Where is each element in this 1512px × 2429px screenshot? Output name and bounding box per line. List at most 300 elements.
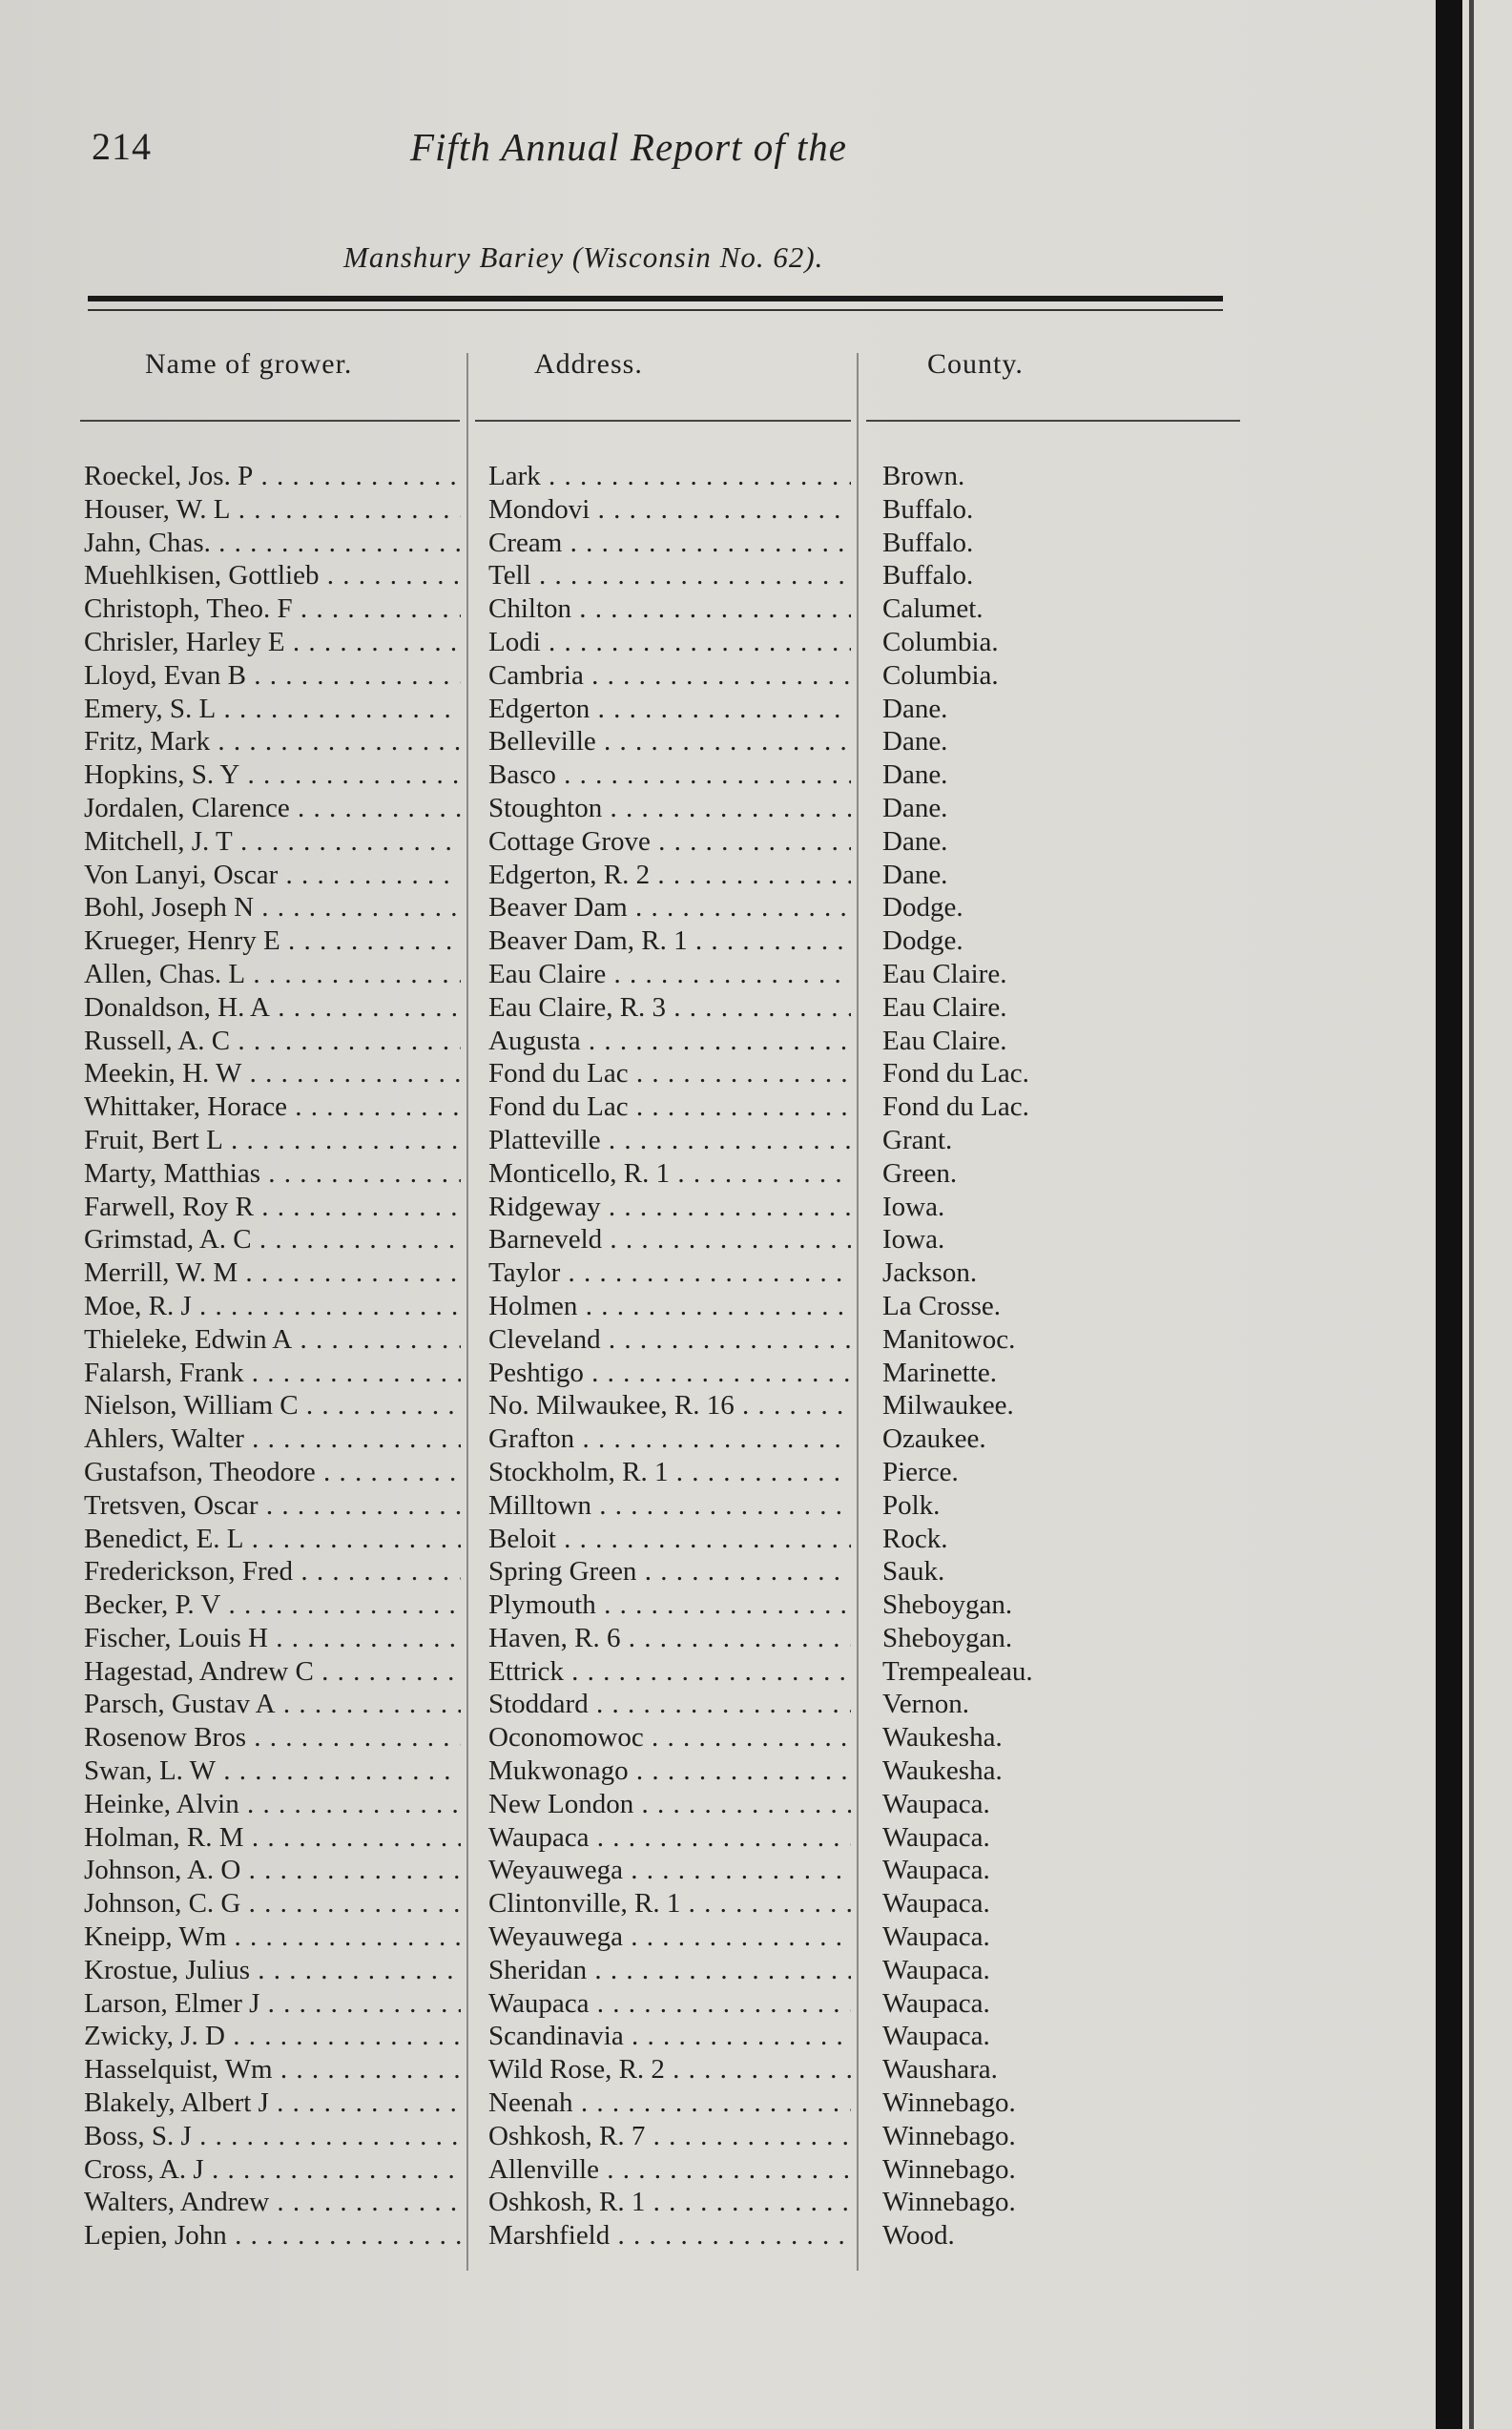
- leader-dots: [241, 1058, 461, 1089]
- address-cell-text: Wild Rose, R. 2: [488, 2054, 665, 2086]
- address-cell-text: Weyauwega: [488, 1921, 623, 1953]
- address-cell-text: Weyauwega: [488, 1855, 623, 1886]
- grower-name-cell: [84, 1721, 461, 1754]
- address-cell: [488, 1025, 851, 1058]
- table-row: [0, 1290, 1336, 1323]
- address-cell: [488, 924, 851, 958]
- table-row: [0, 1688, 1336, 1721]
- grower-name-cell-text: Donaldson, H. A: [84, 991, 270, 1023]
- grower-name-cell: [84, 725, 461, 758]
- table-row: [0, 859, 1336, 892]
- grower-name-cell: [84, 1688, 461, 1721]
- leader-dots: [192, 2121, 461, 2151]
- header-rule-county: [866, 420, 1240, 422]
- table-row: [0, 1025, 1336, 1058]
- county-cell-text: Dane.: [882, 693, 948, 724]
- address-cell-text: Beaver Dam, R. 1: [488, 925, 688, 957]
- grower-name-cell: [84, 2186, 461, 2219]
- table-row: [0, 1191, 1336, 1224]
- grower-name-cell: [84, 924, 461, 958]
- county-cell-text: Winnebago.: [882, 2087, 1016, 2119]
- grower-name-cell: [84, 1788, 461, 1821]
- county-cell-text: Green.: [882, 1157, 958, 1189]
- table-row: [0, 891, 1336, 924]
- grower-name-cell: [84, 592, 461, 626]
- address-cell-text: Haven, R. 6: [488, 1622, 621, 1653]
- grower-name-cell: [84, 2120, 461, 2153]
- grower-name-cell-text: Rosenow Bros: [84, 1722, 246, 1754]
- county-cell: [882, 1622, 1245, 1655]
- grower-name-cell: [84, 825, 461, 859]
- table-row: [0, 2120, 1336, 2153]
- county-cell: [882, 559, 1245, 592]
- county-cell: [882, 493, 1245, 527]
- address-cell: [488, 1954, 851, 1987]
- address-cell-text: Eau Claire, R. 3: [488, 991, 667, 1023]
- table-row: [0, 527, 1336, 560]
- address-cell-text: Basco: [488, 759, 556, 791]
- table-row: [0, 1389, 1336, 1422]
- column-header-name: Name of grower.: [145, 348, 353, 380]
- grower-name-cell: [84, 891, 461, 924]
- leader-dots: [285, 627, 461, 657]
- county-cell-text: Milwaukee.: [882, 1390, 1014, 1422]
- leader-dots: [293, 593, 461, 624]
- grower-name-cell: [84, 2086, 461, 2120]
- leader-dots: [316, 1457, 461, 1487]
- leader-dots: [216, 1755, 461, 1786]
- leader-dots: [240, 1855, 461, 1885]
- county-cell: [882, 792, 1245, 825]
- county-cell-text: Iowa.: [882, 1191, 945, 1222]
- leader-dots: [252, 1224, 461, 1255]
- leader-dots: [314, 1656, 461, 1687]
- county-cell-text: Winnebago.: [882, 2187, 1016, 2218]
- address-cell-text: Neenah: [488, 2087, 573, 2119]
- grower-name-cell: [84, 958, 461, 991]
- county-cell: [882, 2153, 1245, 2187]
- grower-name-cell: [84, 2053, 461, 2086]
- address-cell-text: Oshkosh, R. 1: [488, 2187, 646, 2218]
- address-cell-text: Ridgeway: [488, 1191, 601, 1222]
- grower-name-cell-text: Cross, A. J: [84, 2153, 204, 2185]
- address-cell: [488, 1124, 851, 1157]
- address-cell-text: Ettrick: [488, 1655, 564, 1687]
- leader-dots: [223, 1125, 461, 1155]
- leader-dots: [227, 2220, 461, 2251]
- address-cell: [488, 1389, 851, 1422]
- leader-dots: [735, 1390, 851, 1421]
- county-cell-text: La Crosse.: [882, 1290, 1002, 1321]
- grower-name-cell-text: Johnson, C. G: [84, 1888, 241, 1920]
- county-cell-text: Winnebago.: [882, 2153, 1016, 2185]
- county-cell-text: Iowa.: [882, 1224, 945, 1256]
- grower-name-cell-text: Tretsven, Oscar: [84, 1489, 259, 1521]
- address-cell-text: Fond du Lac: [488, 1058, 629, 1090]
- county-cell-text: Waupaca.: [882, 2021, 990, 2052]
- address-cell: [488, 527, 851, 560]
- leader-dots: [628, 892, 851, 923]
- address-cell-text: Mondovi: [488, 493, 590, 525]
- grower-name-cell-text: Ahlers, Walter: [84, 1423, 244, 1455]
- address-cell: [488, 2086, 851, 2120]
- leader-dots: [270, 992, 461, 1023]
- grower-name-cell-text: Jordalen, Clarence: [84, 792, 290, 823]
- grower-name-cell: [84, 1223, 461, 1256]
- grower-name-cell: [84, 758, 461, 792]
- address-cell-text: Grafton: [488, 1423, 575, 1455]
- grower-name-cell-text: Whittaker, Horace: [84, 1091, 287, 1123]
- address-cell-text: Edgerton, R. 2: [488, 859, 651, 890]
- grower-name-cell: [84, 1090, 461, 1124]
- address-cell-text: Scandinavia: [488, 2021, 624, 2052]
- leader-dots: [610, 2220, 851, 2251]
- address-cell: [488, 2219, 851, 2253]
- address-cell-text: Beloit: [488, 1523, 556, 1554]
- grower-name-cell-text: Holman, R. M: [84, 1821, 244, 1853]
- county-cell: [882, 2086, 1245, 2120]
- leader-dots: [581, 1026, 851, 1056]
- grower-name-cell-text: Frederickson, Fred: [84, 1556, 294, 1588]
- address-cell: [488, 559, 851, 592]
- address-cell-text: Belleville: [488, 726, 596, 758]
- grower-name-cell: [84, 460, 461, 493]
- grower-name-cell-text: Swan, L. W: [84, 1755, 217, 1787]
- leader-dots: [596, 1589, 851, 1620]
- leader-dots: [590, 1822, 851, 1853]
- grower-name-cell: [84, 693, 461, 726]
- county-cell: [882, 1688, 1245, 1721]
- address-cell: [488, 2053, 851, 2086]
- table-row: [0, 659, 1336, 693]
- county-cell: [882, 1223, 1245, 1256]
- table-row: [0, 626, 1336, 659]
- grower-name-cell: [84, 1456, 461, 1489]
- county-cell: [882, 1357, 1245, 1390]
- address-cell-text: Plymouth: [488, 1589, 596, 1621]
- grower-name-cell-text: Muehlkisen, Gottlieb: [84, 560, 320, 592]
- county-cell: [882, 1256, 1245, 1290]
- county-cell: [882, 1157, 1245, 1191]
- address-cell-text: Oshkosh, R. 7: [488, 2120, 646, 2151]
- table-title: Manshury Bariey (Wisconsin No. 62).: [343, 240, 824, 274]
- grower-name-cell-text: Bohl, Joseph N: [84, 892, 255, 924]
- leader-dots: [210, 726, 461, 757]
- address-cell-text: Allenville: [488, 2153, 599, 2185]
- address-cell: [488, 659, 851, 693]
- grower-name-cell: [84, 1821, 461, 1855]
- leader-dots: [589, 1689, 851, 1719]
- county-cell: [882, 592, 1245, 626]
- address-cell-text: Marshfield: [488, 2220, 611, 2252]
- table-row: [0, 1357, 1336, 1390]
- county-cell-text: Buffalo.: [882, 493, 974, 525]
- leader-dots: [246, 660, 461, 691]
- table-row: [0, 1754, 1336, 1788]
- table-row: [0, 1223, 1336, 1256]
- county-cell-text: Manitowoc.: [882, 1323, 1016, 1355]
- county-cell-text: Jackson.: [882, 1257, 978, 1289]
- county-cell: [882, 1555, 1245, 1588]
- leader-dots: [602, 793, 851, 823]
- county-cell: [882, 1854, 1245, 1887]
- address-cell: [488, 592, 851, 626]
- table-row: [0, 1920, 1336, 1954]
- grower-name-cell-text: Allen, Chas. L: [84, 958, 246, 989]
- address-cell: [488, 758, 851, 792]
- table-row: [0, 1954, 1336, 1987]
- grower-name-cell: [84, 1987, 461, 2021]
- leader-dots: [250, 1955, 461, 1985]
- grower-name-cell: [84, 2153, 461, 2187]
- grower-name-cell-text: Kneipp, Wm: [84, 1921, 227, 1953]
- leader-dots: [239, 1789, 461, 1819]
- county-cell: [882, 725, 1245, 758]
- column-header-county: County.: [927, 348, 1024, 380]
- address-cell: [488, 1090, 851, 1124]
- table-row: [0, 592, 1336, 626]
- address-cell: [488, 1555, 851, 1588]
- leader-dots: [601, 1324, 851, 1355]
- grower-name-cell-text: Thieleke, Edwin A: [84, 1323, 293, 1355]
- address-cell: [488, 1191, 851, 1224]
- leader-dots: [573, 2087, 851, 2118]
- address-cell: [488, 1887, 851, 1920]
- grower-name-cell: [84, 1920, 461, 1954]
- grower-name-cell-text: Becker, P. V: [84, 1589, 221, 1621]
- county-cell-text: Calumet.: [882, 593, 984, 625]
- county-cell: [882, 693, 1245, 726]
- county-cell-text: Dane.: [882, 759, 948, 791]
- county-cell-text: Wood.: [882, 2220, 955, 2252]
- county-cell: [882, 1987, 1245, 2021]
- address-cell: [488, 1622, 851, 1655]
- address-cell-text: Cleveland: [488, 1323, 601, 1355]
- grower-name-cell-text: Fritz, Mark: [84, 726, 211, 758]
- address-cell: [488, 891, 851, 924]
- grower-name-cell: [84, 1422, 461, 1456]
- county-cell-text: Dodge.: [882, 892, 963, 924]
- leader-dots: [259, 1988, 461, 2019]
- table-row: [0, 792, 1336, 825]
- table-row: [0, 1721, 1336, 1754]
- county-cell-text: Waupaca.: [882, 1888, 990, 1920]
- county-cell: [882, 2020, 1245, 2053]
- table-row: [0, 1489, 1336, 1523]
- table-row: [0, 559, 1336, 592]
- county-cell: [882, 460, 1245, 493]
- address-cell: [488, 1223, 851, 1256]
- leader-dots: [623, 1921, 851, 1952]
- county-cell-text: Waupaca.: [882, 1821, 990, 1853]
- table-row: [0, 758, 1336, 792]
- county-cell-text: Eau Claire.: [882, 958, 1007, 989]
- address-cell: [488, 1854, 851, 1887]
- leader-dots: [629, 1091, 851, 1122]
- leader-dots: [253, 461, 461, 491]
- county-cell: [882, 958, 1245, 991]
- table-row: [0, 1655, 1336, 1689]
- address-cell: [488, 1821, 851, 1855]
- grower-name-cell: [84, 2020, 461, 2053]
- county-cell-text: Pierce.: [882, 1456, 959, 1487]
- address-cell: [488, 1655, 851, 1689]
- address-cell: [488, 1057, 851, 1090]
- county-cell-text: Waupaca.: [882, 1987, 990, 2019]
- leader-dots: [269, 2187, 461, 2217]
- table-row: [0, 1157, 1336, 1191]
- leader-dots: [541, 627, 851, 657]
- table-row: [0, 1987, 1336, 2021]
- address-cell-text: Spring Green: [488, 1556, 637, 1588]
- address-cell-text: New London: [488, 1788, 634, 1819]
- leader-dots: [531, 560, 851, 591]
- county-cell-text: Dane.: [882, 859, 948, 890]
- grower-name-cell-text: Gustafson, Theodore: [84, 1456, 316, 1487]
- county-cell-text: Rock.: [882, 1523, 948, 1554]
- address-cell: [488, 1920, 851, 1954]
- address-cell: [488, 792, 851, 825]
- county-cell-text: Fond du Lac.: [882, 1058, 1029, 1090]
- county-cell: [882, 1323, 1245, 1357]
- table-row: [0, 2219, 1336, 2253]
- table-row: [0, 1422, 1336, 1456]
- address-cell: [488, 1721, 851, 1754]
- leader-dots: [244, 1822, 461, 1853]
- table-row: [0, 991, 1336, 1025]
- county-cell-text: Vernon.: [882, 1689, 970, 1720]
- leader-dots: [606, 959, 851, 989]
- grower-name-cell: [84, 1622, 461, 1655]
- county-cell: [882, 1920, 1245, 1954]
- address-cell-text: Augusta: [488, 1025, 581, 1056]
- county-cell-text: Buffalo.: [882, 527, 974, 558]
- grower-name-cell-text: Russell, A. C: [84, 1025, 231, 1056]
- address-cell: [488, 693, 851, 726]
- county-cell: [882, 2186, 1245, 2219]
- leader-dots: [590, 694, 851, 724]
- table-row: [0, 2153, 1336, 2187]
- county-cell: [882, 1090, 1245, 1124]
- address-cell-text: Stockholm, R. 1: [488, 1456, 669, 1487]
- leader-dots: [680, 1888, 851, 1919]
- address-cell-text: Sheridan: [488, 1954, 588, 1985]
- grower-name-cell-text: Krostue, Julius: [84, 1954, 250, 1985]
- grower-name-cell: [84, 1157, 461, 1191]
- leader-dots: [650, 860, 851, 890]
- leader-dots: [292, 1324, 461, 1355]
- address-cell: [488, 2153, 851, 2187]
- address-cell-text: Clintonville, R. 1: [488, 1888, 681, 1920]
- address-cell-text: Cottage Grove: [488, 825, 651, 857]
- table-row: [0, 2020, 1336, 2053]
- county-cell-text: Waushara.: [882, 2054, 998, 2086]
- table-row: [0, 1555, 1336, 1588]
- page-edge-shadow: [1436, 0, 1462, 2429]
- county-cell-text: Sheboygan.: [882, 1589, 1013, 1621]
- grower-name-cell: [84, 1389, 461, 1422]
- leader-dots: [239, 759, 461, 790]
- leader-dots: [276, 1689, 461, 1719]
- leader-dots: [629, 1755, 851, 1786]
- county-cell: [882, 1057, 1245, 1090]
- leader-dots: [238, 1257, 461, 1288]
- county-cell-text: Dane.: [882, 825, 948, 857]
- leader-dots: [273, 2054, 461, 2085]
- county-cell-text: Waukesha.: [882, 1755, 1003, 1787]
- leader-dots: [254, 892, 461, 923]
- address-cell: [488, 1688, 851, 1721]
- grower-name-cell: [84, 1555, 461, 1588]
- address-cell: [488, 1323, 851, 1357]
- leader-dots: [244, 1358, 461, 1388]
- address-cell-text: Cream: [488, 527, 563, 558]
- address-cell-text: Edgerton: [488, 693, 590, 724]
- address-cell: [488, 626, 851, 659]
- grower-name-cell-text: Fruit, Bert L: [84, 1124, 223, 1155]
- address-cell: [488, 1489, 851, 1523]
- grower-name-cell: [84, 1290, 461, 1323]
- leader-dots: [299, 1390, 461, 1421]
- leader-dots: [587, 1955, 851, 1985]
- address-cell-text: Platteville: [488, 1124, 601, 1155]
- county-cell: [882, 1754, 1245, 1788]
- county-cell: [882, 1191, 1245, 1224]
- address-cell-text: Taylor: [488, 1257, 561, 1289]
- leader-dots: [651, 826, 851, 857]
- grower-name-cell: [84, 527, 461, 560]
- county-cell: [882, 1422, 1245, 1456]
- header-rule-name: [80, 420, 460, 422]
- leader-dots: [670, 1158, 851, 1189]
- grower-name-cell: [84, 626, 461, 659]
- leader-dots: [629, 1058, 851, 1089]
- grower-name-cell: [84, 559, 461, 592]
- grower-name-cell: [84, 1523, 461, 1556]
- county-cell-text: Dane.: [882, 792, 948, 823]
- grower-name-cell-text: Falarsh, Frank: [84, 1357, 244, 1388]
- title-rule-thin: [88, 309, 1223, 311]
- county-cell: [882, 758, 1245, 792]
- address-cell-text: Lodi: [488, 626, 541, 657]
- address-cell: [488, 1157, 851, 1191]
- leader-dots: [192, 1291, 461, 1321]
- county-cell: [882, 1489, 1245, 1523]
- table-row: [0, 1821, 1336, 1855]
- address-cell: [488, 859, 851, 892]
- table-row: [0, 2053, 1336, 2086]
- address-cell: [488, 1357, 851, 1390]
- address-cell: [488, 1456, 851, 1489]
- county-cell-text: Polk.: [882, 1489, 941, 1521]
- address-cell-text: No. Milwaukee, R. 16: [488, 1390, 735, 1422]
- leader-dots: [564, 1656, 851, 1687]
- county-cell-text: Dodge.: [882, 925, 963, 957]
- grower-name-cell-text: Hagestad, Andrew C: [84, 1655, 314, 1687]
- grower-name-cell-text: Emery, S. L: [84, 693, 217, 724]
- table-row: [0, 460, 1336, 493]
- grower-name-cell-text: Chrisler, Harley E: [84, 626, 285, 657]
- county-cell: [882, 1721, 1245, 1754]
- running-head: Fifth Annual Report of the: [410, 125, 847, 169]
- address-cell-text: Milltown: [488, 1489, 591, 1521]
- leader-dots: [556, 759, 851, 790]
- address-cell: [488, 493, 851, 527]
- leader-dots: [669, 1457, 851, 1487]
- address-cell: [488, 825, 851, 859]
- leader-dots: [645, 2187, 851, 2217]
- county-cell: [882, 1290, 1245, 1323]
